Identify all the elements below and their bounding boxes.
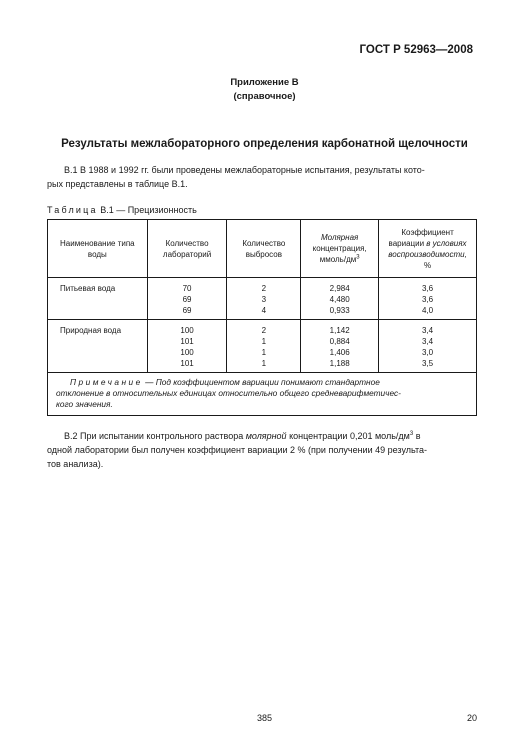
- table-note-row: [48, 373, 477, 416]
- table-caption: [47, 205, 197, 215]
- lab-count-cell: 70 69 69: [147, 278, 227, 320]
- table-caption-text: В.1 — Прецизионность: [97, 205, 197, 215]
- table-caption-label: Таблица: [47, 205, 98, 215]
- header-lab-count: Количество лабораторий: [147, 220, 227, 278]
- paragraph-b2-line1: В.2 При испытании контрольного раствора молярной концентрации 0,201 моль/$дм^3$ в: [64, 431, 421, 441]
- paragraph-b2-line2: одной лаборатории был получен коэффициент вариации 2 % (при получении 49 результа-: [47, 445, 428, 455]
- note-label: Примечание: [70, 377, 143, 387]
- page-number-right: 20: [466, 713, 477, 723]
- table-note: Примечание — Под коэффициентом вариации понимают стандартное отклонение в относительных единицах относительно общего средневарифметичес- кого значения.: [48, 373, 477, 416]
- variation-cell: 3,6 3,6 4,0: [379, 278, 477, 320]
- paragraph-b1-line1: В.1 В 1988 и 1992 гг. были проведены межлабораторные испытания, результаты кото-: [64, 165, 425, 175]
- section-title: Результаты межлабораторного определения карбонатной щелочности: [61, 138, 468, 150]
- paragraph-b1-line2: рых представлены в таблице В.1.: [47, 179, 188, 189]
- precision-table: [47, 219, 477, 416]
- lab-count-cell: 100 101 100 101: [147, 320, 227, 373]
- appendix-title: Приложение В: [230, 77, 299, 88]
- table-header-row: [48, 220, 477, 278]
- outlier-count-cell: 2 1 1 1: [227, 320, 301, 373]
- page-number-center: 385: [256, 713, 273, 723]
- water-type-cell: Питьевая вода: [48, 278, 148, 320]
- header-outlier-count: Количество выбросов: [227, 220, 301, 278]
- concentration-cell: 2,984 4,480 0,933: [301, 278, 379, 320]
- concentration-cell: 1,142 0,884 1,406 1,188: [301, 320, 379, 373]
- header-molar-concentration: Молярная концентрация, ммоль/$дм^3$: [301, 220, 379, 278]
- document-code: ГОСТ Р 52963—2008: [359, 44, 473, 56]
- header-water-type: Наименование типа воды: [48, 220, 148, 278]
- paragraph-b2-line3: тов анализа).: [47, 459, 104, 469]
- header-variation-coefficient: Коэффициент вариации в условиях воспроизводимости, %: [379, 220, 477, 278]
- variation-cell: 3,4 3,4 3,0 3,5: [379, 320, 477, 373]
- table-row: [48, 320, 477, 373]
- outlier-count-cell: 2 3 4: [227, 278, 301, 320]
- table-row: [48, 278, 477, 320]
- water-type-cell: Природная вода: [48, 320, 148, 373]
- appendix-subtitle: (справочное): [233, 91, 296, 102]
